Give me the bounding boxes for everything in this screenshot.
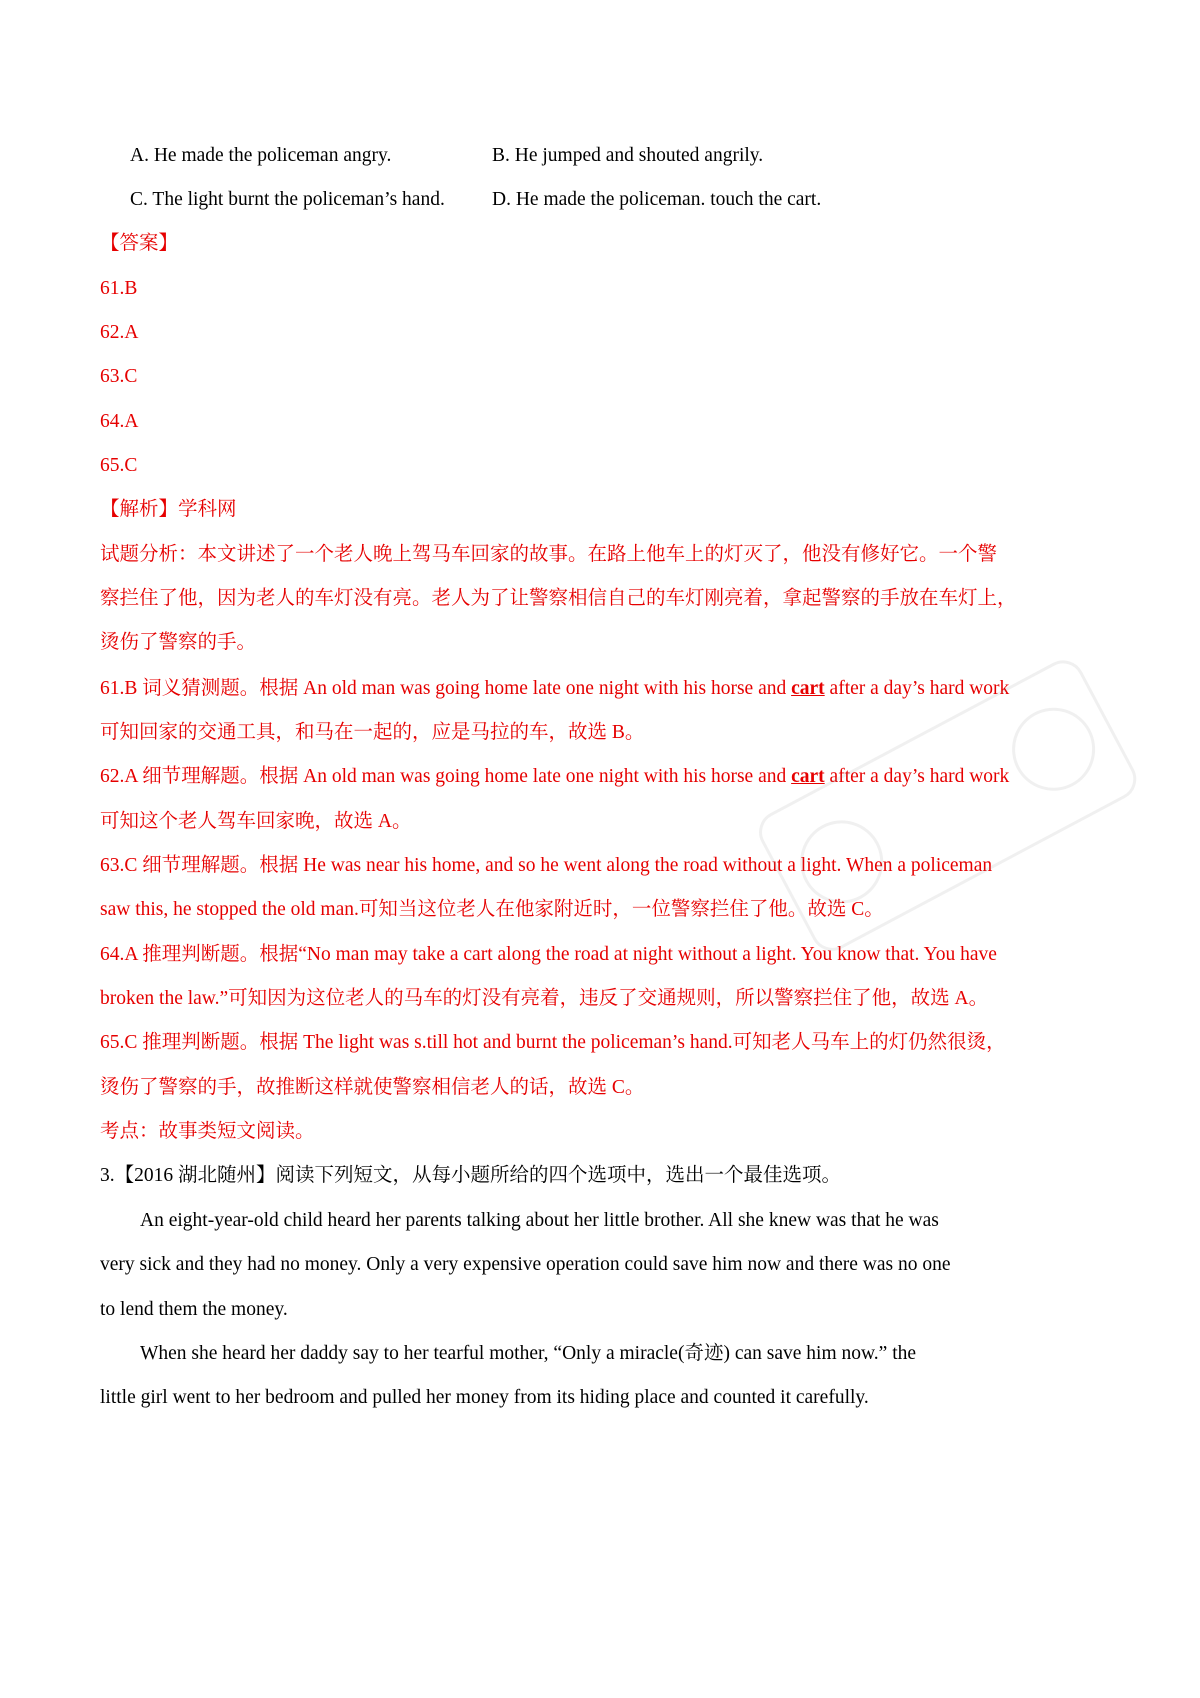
q63-explanation: saw this, he stopped the old man.可知当这位老人在他家附近时，一位警察拦住了他。故选 C。 <box>100 899 884 920</box>
q61-conclusion: 可知回家的交通工具，和马在一起的，应是马拉的车，故选 B。 <box>100 722 645 743</box>
answer-63: 63.C <box>100 366 138 387</box>
passage-line: An eight-year-old child heard her parents talking about her little brother. All she knew was that he was <box>140 1210 939 1231</box>
q61-text-end: after a day’s hard work <box>824 678 1010 699</box>
section3-title: 3.【2016 湖北随州】阅读下列短文，从每小题所给的四个选项中，选出一个最佳选项。 <box>100 1165 842 1186</box>
option-a: A. He made the policeman angry. <box>130 145 392 166</box>
passage-line: very sick and they had no money. Only a very expensive operation could save him now and there was no one <box>100 1254 951 1275</box>
q63-explanation: 63.C 细节理解题。根据 He was near his home, and so he went along the road without a light. When a policeman <box>100 855 993 876</box>
option-b: B. He jumped and shouted angrily. <box>492 145 764 166</box>
q64-explanation: broken the law.”可知因为这位老人的马车的灯没有亮着，违反了交通规则，所以警察拦住了他，故选 A。 <box>100 988 989 1009</box>
option-d: D. He made the policeman. touch the cart. <box>492 189 822 210</box>
analysis-heading: 【解析】学科网 <box>100 499 237 520</box>
q62-keyword: cart <box>791 766 825 787</box>
q61-text: 61.B 词义猜测题。根据 An old man was going home late one night with his horse and <box>100 678 792 699</box>
answer-heading: 【答案】 <box>100 233 179 254</box>
option-c: C. The light burnt the policeman’s hand. <box>130 189 445 210</box>
q61-keyword: cart <box>791 678 825 699</box>
analysis-summary-line: 察拦住了他，因为老人的车灯没有亮。老人为了让警察相信自己的车灯刚亮着，拿起警察的手放在车灯上， <box>100 588 1017 609</box>
q62-text: 62.A 细节理解题。根据 An old man was going home late one night with his horse and <box>100 766 792 787</box>
analysis-summary-line: 烫伤了警察的手。 <box>100 632 257 653</box>
answer-65: 65.C <box>100 455 138 476</box>
q61-explanation <box>100 675 1200 703</box>
answer-62: 62.A <box>100 322 139 343</box>
kaodian-note: 考点：故事类短文阅读。 <box>100 1121 315 1142</box>
q65-explanation: 65.C 推理判断题。根据 The light was s.till hot and burnt the policeman’s hand.可知老人马车上的灯仍然很烫， <box>100 1032 1006 1053</box>
q62-text-end: after a day’s hard work <box>824 766 1010 787</box>
answer-61: 61.B <box>100 278 138 299</box>
answer-64: 64.A <box>100 411 139 432</box>
q62-conclusion: 可知这个老人驾车回家晚，故选 A。 <box>100 811 412 832</box>
analysis-summary-line: 试题分析：本文讲述了一个老人晚上驾马车回家的故事。在路上他车上的灯灭了，他没有修好它。一个警 <box>100 544 998 565</box>
q64-explanation: 64.A 推理判断题。根据“No man may take a cart along the road at night without a light. You know that. You have <box>100 944 997 965</box>
q62-explanation <box>100 763 1200 791</box>
passage-line: to lend them the money. <box>100 1299 288 1320</box>
passage-line: little girl went to her bedroom and pulled her money from its hiding place and counted it carefully. <box>100 1387 869 1408</box>
q65-explanation: 烫伤了警察的手，故推断这样就使警察相信老人的话，故选 C。 <box>100 1077 645 1098</box>
passage-line: When she heard her daddy say to her tearful mother, “Only a miracle(奇迹) can save him now.” the <box>140 1343 917 1364</box>
